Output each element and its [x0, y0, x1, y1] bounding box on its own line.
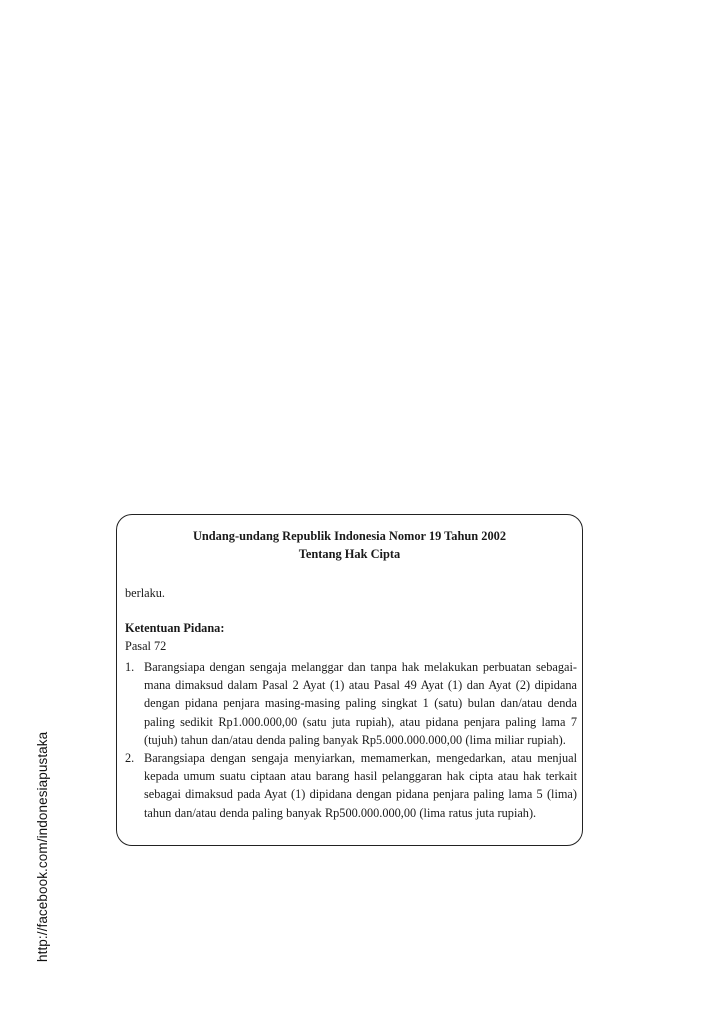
copyright-law-box: [116, 514, 583, 846]
law-subtitle: Tentang Hak Cipta: [298, 547, 401, 561]
intro-text: berlaku.: [125, 586, 165, 600]
penalty-item: [125, 658, 577, 749]
section-heading: Ketentuan Pidana:: [125, 621, 225, 635]
penalty-item: [125, 749, 577, 822]
side-url-watermark: http://facebook.com/indonesiapustaka: [35, 731, 50, 962]
item-text: Barangsiapa dengan sengaja melanggar dan tanpa hak melakukan perbuatan sebagaimana dimaksud dalam Pasal 2 Ayat (1) atau Pasal 49 Ayat (1) dan Ayat (2) dipidana dengan pidana penjara masing-masing paling singkat 1 (satu) bulan dan/atau denda paling sedikit Rp1.000.000,00 (satu juta rupiah), atau pidana penjara paling lama 7 (tujuh) tahun dan/atau denda paling banyak Rp5.000.000.000,00 (lima miliar rupiah).: [144, 660, 577, 747]
item-text: Barangsiapa dengan sengaja menyiarkan, memamerkan, mengedarkan, atau menjual kepada umum suatu ciptaan atau barang hasil pelanggaran hak cipta atau hak terkait sebagai dimaksud pada Ayat (1) dipidana dengan pidana penjara paling lama 5 (lima) tahun dan/atau denda paling banyak Rp500.000.000,00 (lima ratus juta rupiah).: [144, 751, 577, 820]
law-title: Undang-undang Republik Indonesia Nomor 19 Tahun 2002: [192, 529, 507, 543]
item-number: 2.: [125, 751, 135, 766]
article-label: Pasal 72: [125, 639, 167, 653]
penalty-list: [125, 658, 577, 822]
item-number: 1.: [125, 660, 135, 674]
